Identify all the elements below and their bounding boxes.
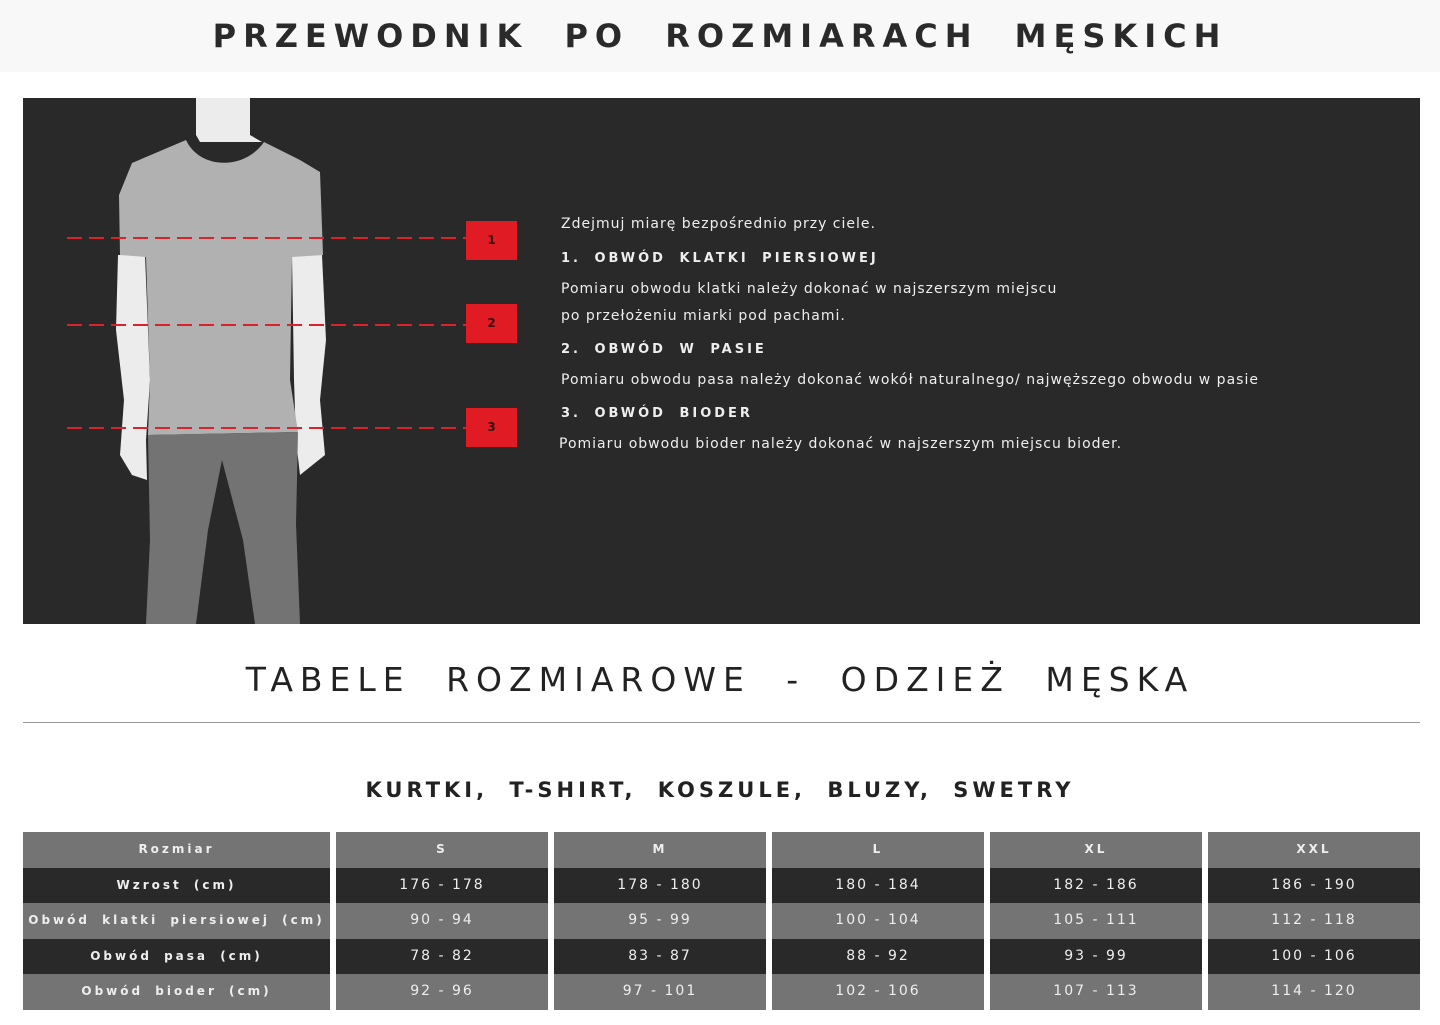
hips-desc: Pomiaru obwodu bioder należy dokonać w najszerszym miejscu bioder.: [559, 436, 1123, 452]
row-labels-column: [23, 832, 330, 1010]
section-title: TABELE ROZMIAROWE - ODZIEŻ MĘSKA: [245, 660, 1195, 699]
divider: [23, 722, 1420, 723]
table-cell: 182 - 186: [990, 868, 1202, 904]
marker-3-hips: 3: [466, 408, 517, 447]
size-header: S: [336, 832, 548, 868]
table-cell: 178 - 180: [554, 868, 766, 904]
table-cell: 105 - 111: [990, 903, 1202, 939]
page-title: PRZEWODNIK PO ROZMIARACH MĘSKICH: [0, 0, 1440, 72]
table-cell: 93 - 99: [990, 939, 1202, 975]
table-cell: 114 - 120: [1208, 974, 1420, 1010]
chest-desc-line-2: po przełożeniu miarki pod pachami.: [561, 308, 846, 324]
row-label-waist: Obwód pasa (cm): [23, 939, 330, 975]
guide-intro: Zdejmuj miarę bezpośrednio przy ciele.: [561, 216, 876, 232]
table-cell: 112 - 118: [1208, 903, 1420, 939]
size-column-xl: [990, 832, 1202, 1010]
table-cell: 83 - 87: [554, 939, 766, 975]
size-column-xxl: [1208, 832, 1420, 1010]
row-label-hips: Obwód bioder (cm): [23, 974, 330, 1010]
size-header: M: [554, 832, 766, 868]
table-cell: 100 - 104: [772, 903, 984, 939]
table-cell: 78 - 82: [336, 939, 548, 975]
table-cell: 88 - 92: [772, 939, 984, 975]
marker-2-waist: 2: [466, 304, 517, 343]
table-cell: 107 - 113: [990, 974, 1202, 1010]
table-cell: 95 - 99: [554, 903, 766, 939]
row-label-chest: Obwód klatki piersiowej (cm): [23, 903, 330, 939]
table-cell: 92 - 96: [336, 974, 548, 1010]
table-cell: 97 - 101: [554, 974, 766, 1010]
marker-1-chest: 1: [466, 221, 517, 260]
waist-desc: Pomiaru obwodu pasa należy dokonać wokół naturalnego/ najwęższego obwodu w pasie: [561, 372, 1259, 388]
table-cell: 100 - 106: [1208, 939, 1420, 975]
size-header: XXL: [1208, 832, 1420, 868]
chest-desc-line-1: Pomiaru obwodu klatki należy dokonać w najszerszym miejscu: [561, 281, 1058, 297]
size-column-m: [554, 832, 766, 1010]
table-cell: 90 - 94: [336, 903, 548, 939]
header-label: Rozmiar: [23, 832, 330, 868]
chest-heading: 1. OBWÓD KLATKI PIERSIOWEJ: [561, 251, 879, 266]
measurement-guide-panel: [23, 98, 1420, 624]
body-silhouette-illustration: [23, 98, 543, 624]
size-header: L: [772, 832, 984, 868]
table-cell: 176 - 178: [336, 868, 548, 904]
hips-heading: 3. OBWÓD BIODER: [561, 406, 753, 421]
category-title: KURTKI, T-SHIRT, KOSZULE, BLUZY, SWETRY: [365, 778, 1075, 802]
size-header: XL: [990, 832, 1202, 868]
waist-heading: 2. OBWÓD W PASIE: [561, 342, 767, 357]
table-cell: 102 - 106: [772, 974, 984, 1010]
size-column-s: [336, 832, 548, 1010]
size-column-l: [772, 832, 984, 1010]
row-label-height: Wzrost (cm): [23, 868, 330, 904]
table-cell: 186 - 190: [1208, 868, 1420, 904]
table-cell: 180 - 184: [772, 868, 984, 904]
